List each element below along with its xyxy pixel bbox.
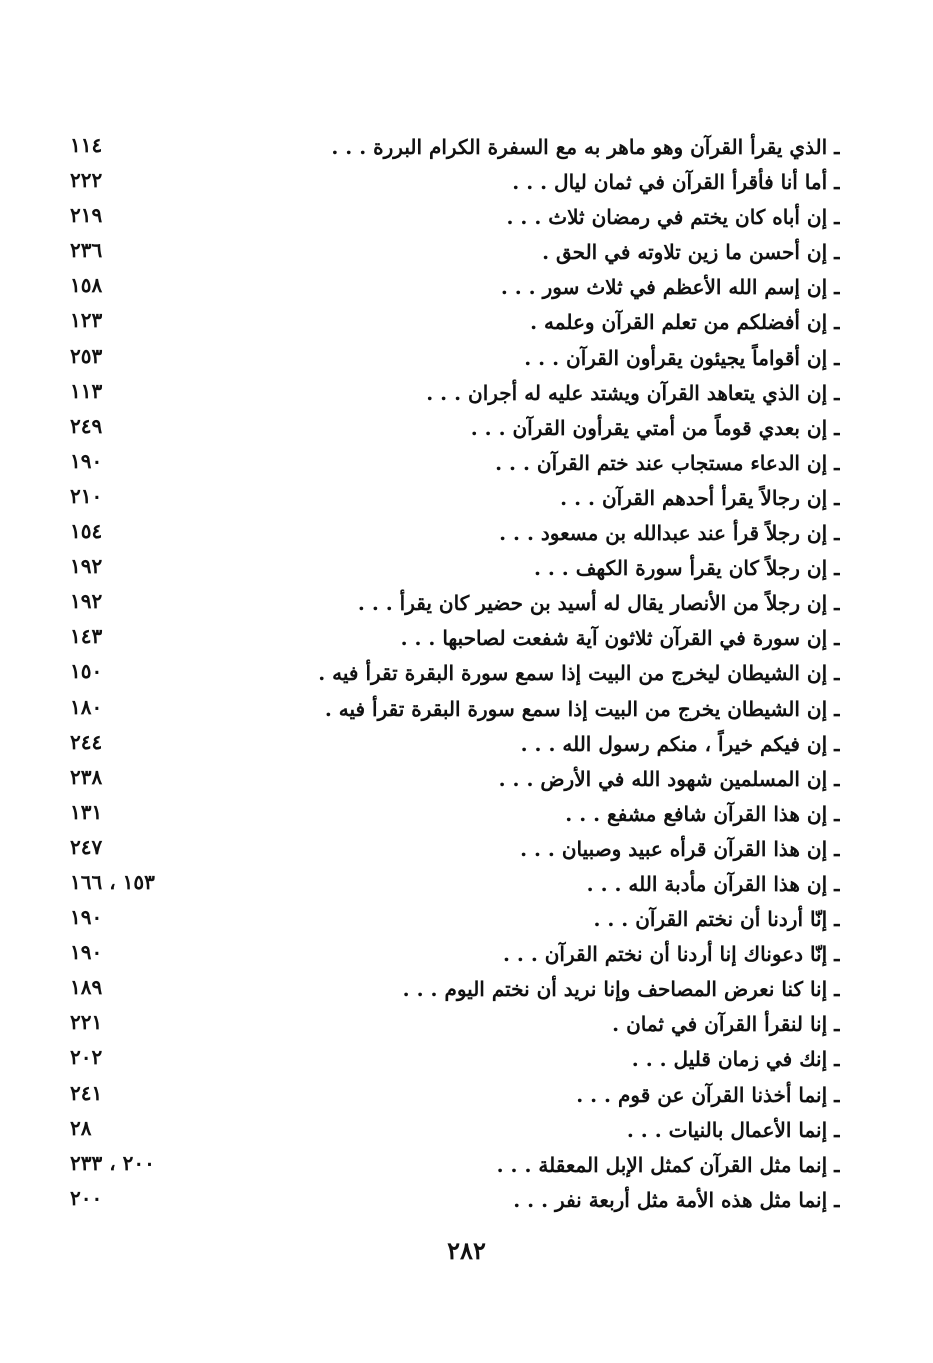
entry-page-ref: ١٩٢ <box>70 554 103 579</box>
index-entry <box>60 130 840 165</box>
entry-page-ref: ١٣١ <box>70 799 103 824</box>
entry-page-ref: ١٩٠ <box>70 905 103 930</box>
entry-text: ـ إن بعدي قوماً من أمتي يقرأون القرآن . . . <box>470 415 840 440</box>
entry-page-ref: ١٥٠ <box>70 659 103 684</box>
entry-text: ـ إن رجالاً يقرأ أحدهم القرآن . . . <box>560 485 840 510</box>
entry-text: ـ إن أقواماً يجيئون يقرأون القرآن . . . <box>524 345 840 370</box>
entry-text: ـ أما أنا فأقرأ القرآن في ثمان ليال . . . <box>512 170 840 195</box>
entry-page-ref: ١١٤ <box>70 133 103 157</box>
entry-text: ـ إنما الأعمال بالنيات . . . <box>626 1117 840 1142</box>
entry-text: ـ إنا لنقرأ القرآن في ثمان . <box>612 1012 840 1037</box>
entry-text: ـ إن رجلاً كان يقرأ سورة الكهف . . . <box>533 556 840 581</box>
entry-text: ـ إنّا أردنا أن نختم القرآن . . . <box>593 907 840 932</box>
entry-text: ـ إن إسم الله الأعظم في ثلاث سور . . . <box>500 275 840 300</box>
entry-page-ref: ١٨٠ <box>70 694 103 719</box>
entry-text: ـ إنما أخذنا القرآن عن قوم . . . <box>576 1082 840 1107</box>
entry-text: ـ إن سورة في القرآن ثلاثون آية شفعت لصاحبها . . . <box>400 626 840 651</box>
index-entry <box>60 341 840 376</box>
entry-page-ref: ٢٠٠ <box>70 1185 103 1210</box>
entry-text: ـ إنا كنا نعرض المصاحف وإنا نريد أن نختم اليوم . . . <box>402 977 840 1002</box>
index-entry <box>60 762 840 797</box>
entry-page-ref: ١٩٠ <box>70 448 103 473</box>
entry-text: ـ إن هذا القرآن شافع مشفع . . . <box>565 801 840 826</box>
index-entry <box>60 376 840 411</box>
index-entry <box>60 1183 840 1218</box>
entry-page-ref: ١٩٠ <box>70 940 103 965</box>
index-entry <box>60 1078 840 1113</box>
entry-text: ـ إن الذي يتعاهد القرآن ويشتد عليه له أجران . . . <box>426 380 840 405</box>
entry-page-ref: ٢٤٧ <box>70 834 103 859</box>
entry-text: ـ الذي يقرأ القرآن وهو ماهر به مع السفرة الكرام البررة . . . <box>331 135 840 159</box>
entry-page-ref: ١٤٣ <box>70 624 103 649</box>
index-entry <box>60 1148 840 1183</box>
index-entry <box>60 516 840 551</box>
index-entry <box>60 621 840 656</box>
index-entry <box>60 972 840 1007</box>
entry-text: ـ إن هذا القرآن قرأه عبيد وصبيان . . . <box>520 836 840 861</box>
entry-page-ref: ١٥٨ <box>70 273 103 298</box>
entry-text: ـ إن أفضلكم من تعلم القرآن وعلمه . <box>530 310 840 335</box>
entry-page-ref: ٢٠٠ ، ٢٣٣ <box>70 1150 155 1175</box>
entry-page-ref: ١٥٤ <box>70 519 103 544</box>
index-entry <box>60 235 840 270</box>
index-entry <box>60 727 840 762</box>
index-entry <box>60 586 840 621</box>
hadith-index-list <box>60 130 840 1218</box>
entry-text: ـ إن الشيطان ليخرج من البيت إذا سمع سورة البقرة تقرأ فيه . <box>318 661 840 686</box>
index-entry <box>60 446 840 481</box>
index-entry <box>60 832 840 867</box>
entry-page-ref: ٢٨ <box>70 1115 92 1140</box>
entry-page-ref: ٢٢٢ <box>70 168 103 193</box>
entry-text: ـ إن رجلاً من الأنصار يقال له أسيد بن حضير كان يقرأ . . . <box>357 591 840 616</box>
entry-text: ـ إنك في زمان قليل . . . <box>631 1047 840 1072</box>
entry-text: ـ إن المسلمين شهود الله في الأرض . . . <box>498 766 840 791</box>
index-entry <box>60 656 840 691</box>
index-entry <box>60 937 840 972</box>
entry-text: ـ إنما مثل القرآن كمثل الإبل المعقلة . . . <box>496 1152 840 1177</box>
entry-page-ref: ٢٣٨ <box>70 764 103 789</box>
entry-page-ref: ٢٣٦ <box>70 238 103 263</box>
entry-text: ـ إن الدعاء مستجاب عند ختم القرآن . . . <box>495 450 840 475</box>
entry-page-ref: ٢٤٩ <box>70 413 103 438</box>
page-number: ٢٨٢ <box>447 1236 486 1265</box>
entry-text: ـ إن هذا القرآن مأدبة الله . . . <box>586 871 840 896</box>
entry-text: ـ إن أحسن ما زين تلاوته في الحق . <box>542 240 840 265</box>
entry-page-ref: ١٥٣ ، ١٦٦ <box>70 869 155 894</box>
entry-page-ref: ٢٤١ <box>70 1080 103 1105</box>
index-entry <box>60 692 840 727</box>
entry-text: ـ إنما مثل هذه الأمة مثل أربعة نفر . . . <box>513 1187 840 1212</box>
index-entry <box>60 551 840 586</box>
index-entry <box>60 1007 840 1042</box>
entry-page-ref: ١٩٢ <box>70 589 103 614</box>
entry-page-ref: ٢١٠ <box>70 483 103 508</box>
index-entry <box>60 1113 840 1148</box>
entry-page-ref: ١٨٩ <box>70 975 103 1000</box>
index-entry <box>60 867 840 902</box>
index-entry <box>60 902 840 937</box>
index-entry <box>60 411 840 446</box>
entry-page-ref: ١١٣ <box>70 378 103 403</box>
index-entry <box>60 200 840 235</box>
index-entry <box>60 1042 840 1077</box>
entry-page-ref: ١٢٣ <box>70 308 103 333</box>
index-entry <box>60 305 840 340</box>
entry-text: ـ إن أباه كان يختم في رمضان ثلاث . . . <box>506 205 840 230</box>
index-entry <box>60 797 840 832</box>
entry-page-ref: ٢٠٢ <box>70 1045 103 1070</box>
entry-text: ـ إن رجلاً قرأ عند عبدالله بن مسعود . . . <box>499 521 840 546</box>
entry-page-ref: ٢١٩ <box>70 203 103 228</box>
index-entry <box>60 270 840 305</box>
entry-text: ـ إنّا دعوناك إنا أردنا أن نختم القرآن . . . <box>502 942 840 967</box>
index-entry <box>60 165 840 200</box>
entry-page-ref: ٢٥٣ <box>70 343 103 368</box>
entry-text: ـ إن فيكم خيراً ، منكم رسول الله . . . <box>520 731 840 756</box>
entry-page-ref: ٢٤٤ <box>70 729 103 754</box>
index-entry <box>60 481 840 516</box>
entry-page-ref: ٢٢١ <box>70 1010 103 1035</box>
entry-text: ـ إن الشيطان يخرج من البيت إذا سمع سورة البقرة تقرأ فيه . <box>324 696 840 721</box>
